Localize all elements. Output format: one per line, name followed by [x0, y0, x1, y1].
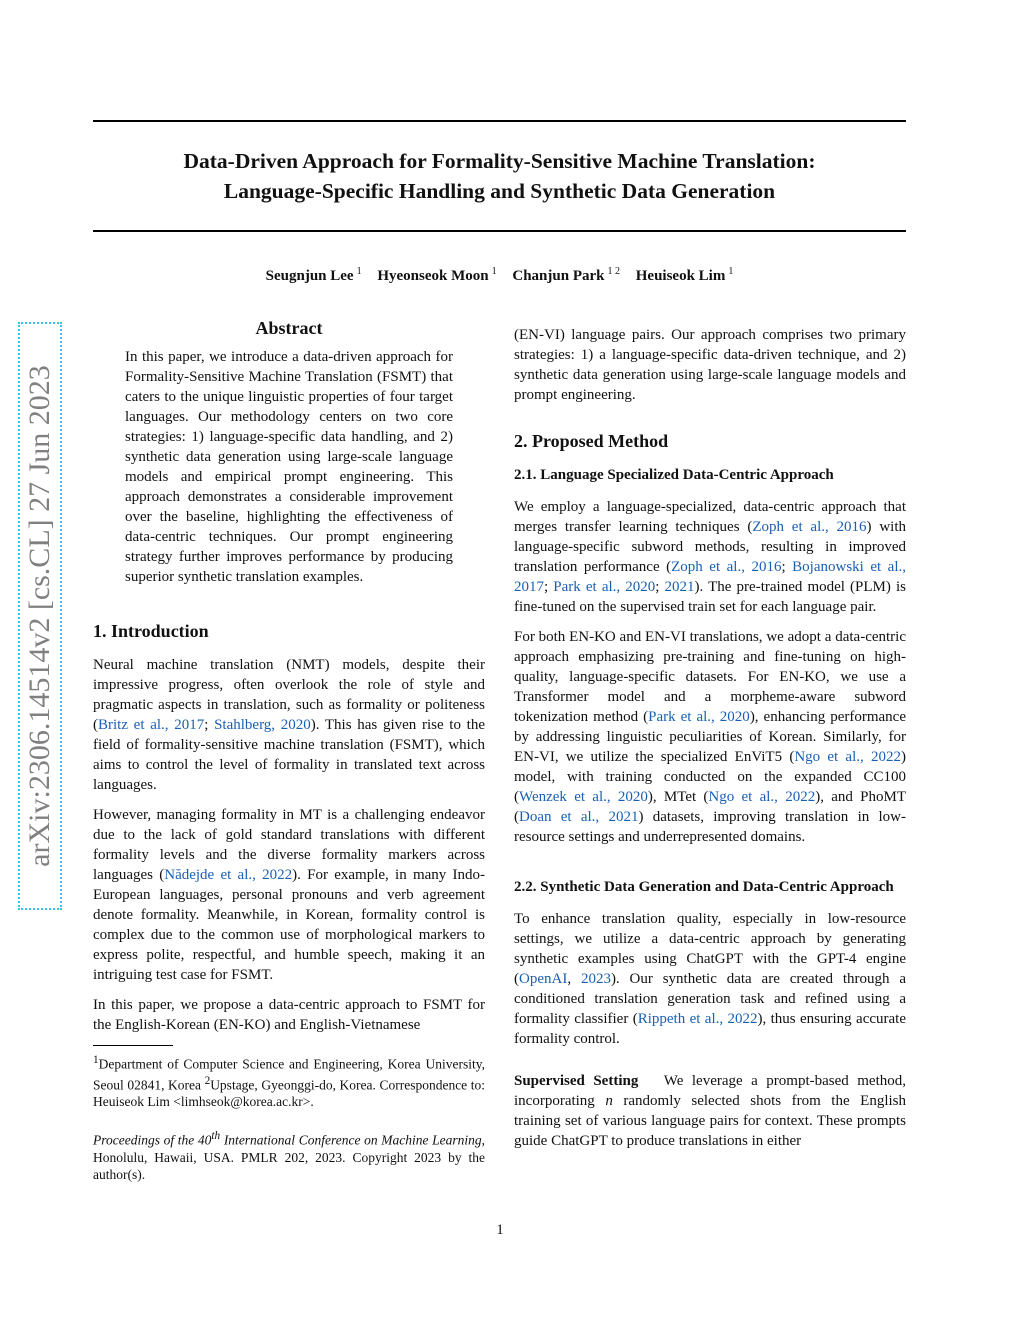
paragraph-2-1-a: We employ a language-specialized, data-centric approach that merges transfer learning techniques (Zoph et al., 2016) with language-specific subword methods, resulting in improved translation performance (Zoph et al., 2016; Bojanowski et al., 2017; Park et al., 2020; 2021). The pre-trained model (PLM) is fine-tuned on the supervised train set for each language pair.	[514, 499, 907, 615]
citation-link[interactable]: Stahlberg, 2020	[214, 717, 311, 733]
citation-link[interactable]: Britz et al., 2017	[98, 717, 205, 733]
intro-continuation: (EN-VI) language pairs. Our approach comprises two primary strategies: 1) a language-specific data-driven technique, and 2) synthetic data generation using large-scale language models and prompt engineering.	[514, 327, 906, 403]
abstract-text: In this paper, we introduce a data-driven approach for Formality-Sensitive Machine Translation (FSMT) that caters to the unique linguistic properties of four target languages. Our methodology centers on two core strategies: 1) language-specific data handling, and 2) synthetic data generation using large-scale language models and empirical prompt engineering. This approach demonstrates a considerable improvement over the baseline, highlighting the effectiveness of data-centric techniques. Our prompt engineering strategy further improves performance by producing superior synthetic translation examples.	[125, 349, 453, 585]
intro-paragraph-3: In this paper, we propose a data-centric approach to FSMT for the English-Korean (EN-KO) and English-Vietnamese	[93, 997, 485, 1033]
title-line-2: Language-Specific Handling and Synthetic Data Generation	[223, 179, 776, 203]
right-column	[514, 325, 906, 1161]
author: Heuiseok Lim $^1$	[635, 266, 734, 284]
citation-link[interactable]: Nădejde et al., 2022	[164, 867, 293, 883]
supervised-setting-paragraph: Supervised Setting We leverage a prompt-based method, incorporating n randomly selected shots from the English training set of various language pairs for context. These prompts guide ChatGPT to produce translations in either	[514, 1073, 906, 1149]
subsection-2-2-heading: 2.2. Synthetic Data Generation and Data-Centric Approach	[514, 879, 894, 895]
author: Chanjun Park $^{1 2}$	[512, 266, 620, 284]
citation-link[interactable]: Rippeth et al., 2022	[637, 1011, 758, 1027]
left-column	[93, 318, 485, 1195]
author: Seugnjun Lee $^1$	[265, 266, 362, 284]
citation-link[interactable]: 2021	[664, 579, 695, 595]
paper-title	[93, 146, 906, 206]
proceedings-footnote: Proceedings of the 40th International Conference on Machine Learning, Honolulu, Hawaii, USA. PMLR 202, 2023. Copyright 2023 by the author(s).	[93, 1130, 485, 1182]
citation-link[interactable]: Wenzek et al., 2020	[519, 789, 648, 805]
citation-link[interactable]: Park et al., 2020	[553, 579, 656, 595]
citation-link[interactable]: Ngo et al., 2022	[708, 789, 816, 805]
arxiv-stamp-link[interactable]	[18, 322, 62, 910]
intro-paragraph-2: However, managing formality in MT is a challenging endeavor due to the lack of gold standard translations with different formality levels and the diverse formality markers across languages (Nădejde et al., 2022). For example, in many Indo-European languages, personal pronouns and verb agreement denote formality. Meanwhile, in Korean, formality control is complex due to the common use of morphological markers to express polite, respectful, and humble speech, making it an intriguing test case for FSMT.	[93, 807, 486, 983]
citation-link[interactable]: Zoph et al., 2016	[671, 559, 782, 575]
author: Hyeonseok Moon $^1$	[377, 266, 497, 284]
citation-link[interactable]: Ngo et al., 2022	[794, 749, 901, 765]
section-introduction-heading: 1. Introduction	[93, 621, 209, 641]
paragraph-2-2: To enhance translation quality, especially in low-resource settings, we utilize a data-centric approach by generating synthetic examples using ChatGPT with the GPT-4 engine (OpenAI, 2023). Our synthetic data are created through a conditioned translation generation task and refined using a formality classifier (Rippeth et al., 2022), thus ensuring accurate formality control.	[514, 911, 907, 1047]
title-rule-top	[93, 120, 906, 122]
supervised-setting-label: Supervised Setting	[514, 1073, 639, 1089]
citation-link[interactable]: Doan et al., 2021	[519, 809, 639, 825]
citation-link[interactable]: Zoph et al., 2016	[752, 519, 867, 535]
section-proposed-method-heading: 2. Proposed Method	[514, 431, 669, 451]
intro-paragraph-1: Neural machine translation (NMT) models, despite their impressive progress, often overlook the role of style and pragmatic aspects in translation, such as formality or politeness (Britz et al., 2017; Stahlberg, 2020). This has given rise to the field of formality-sensitive machine translation (FSMT), which aims to control the level of formality in translated text across languages.	[93, 657, 485, 793]
title-rule-bottom	[93, 230, 906, 232]
arxiv-stamp-text: arXiv:2306.14514v2 [cs.CL] 27 Jun 2023	[23, 365, 56, 867]
citation-link[interactable]: Park et al., 2020	[648, 709, 750, 725]
citation-link[interactable]: OpenAI	[519, 971, 568, 987]
paragraph-2-1-b: For both EN-KO and EN-VI translations, we adopt a data-centric approach emphasizing pre-training and fine-tuning on high-quality, language-specific datasets. For EN-KO, we use a Transformer model and a morpheme-aware subword tokenization method (Park et al., 2020), enhancing performance by addressing linguistic peculiarities of Korean. Similarly, for EN-VI, we utilize the specialized EnViT5 (Ngo et al., 2022) model, with training conducted on the expanded CC100 (Wenzek et al., 2020), MTet (Ngo et al., 2022), and PhoMT (Doan et al., 2021) datasets, improving translation in low-resource settings and underrepresented domains.	[514, 629, 906, 845]
subsection-2-1-heading: 2.1. Language Specialized Data-Centric Approach	[514, 467, 834, 483]
citation-link[interactable]: 2023	[580, 971, 611, 987]
footnote-rule	[93, 1045, 173, 1046]
page-number: 1	[496, 1222, 504, 1238]
affiliation-footnote: $^1$Department of Computer Science and Engineering, Korea University, Seoul 02841, Korea $^2$Upstage, Gyeonggi-do, Korea. Correspondence to: Heuiseok Lim <limhseok@korea.ac.kr>.	[93, 1054, 485, 1109]
citation-link[interactable]: Bojanowski et al., 2017	[514, 559, 906, 595]
author-list	[93, 266, 906, 285]
title-line-1: Data-Driven Approach for Formality-Sensitive Machine Translation:	[183, 149, 816, 173]
abstract-heading: Abstract	[255, 318, 323, 338]
